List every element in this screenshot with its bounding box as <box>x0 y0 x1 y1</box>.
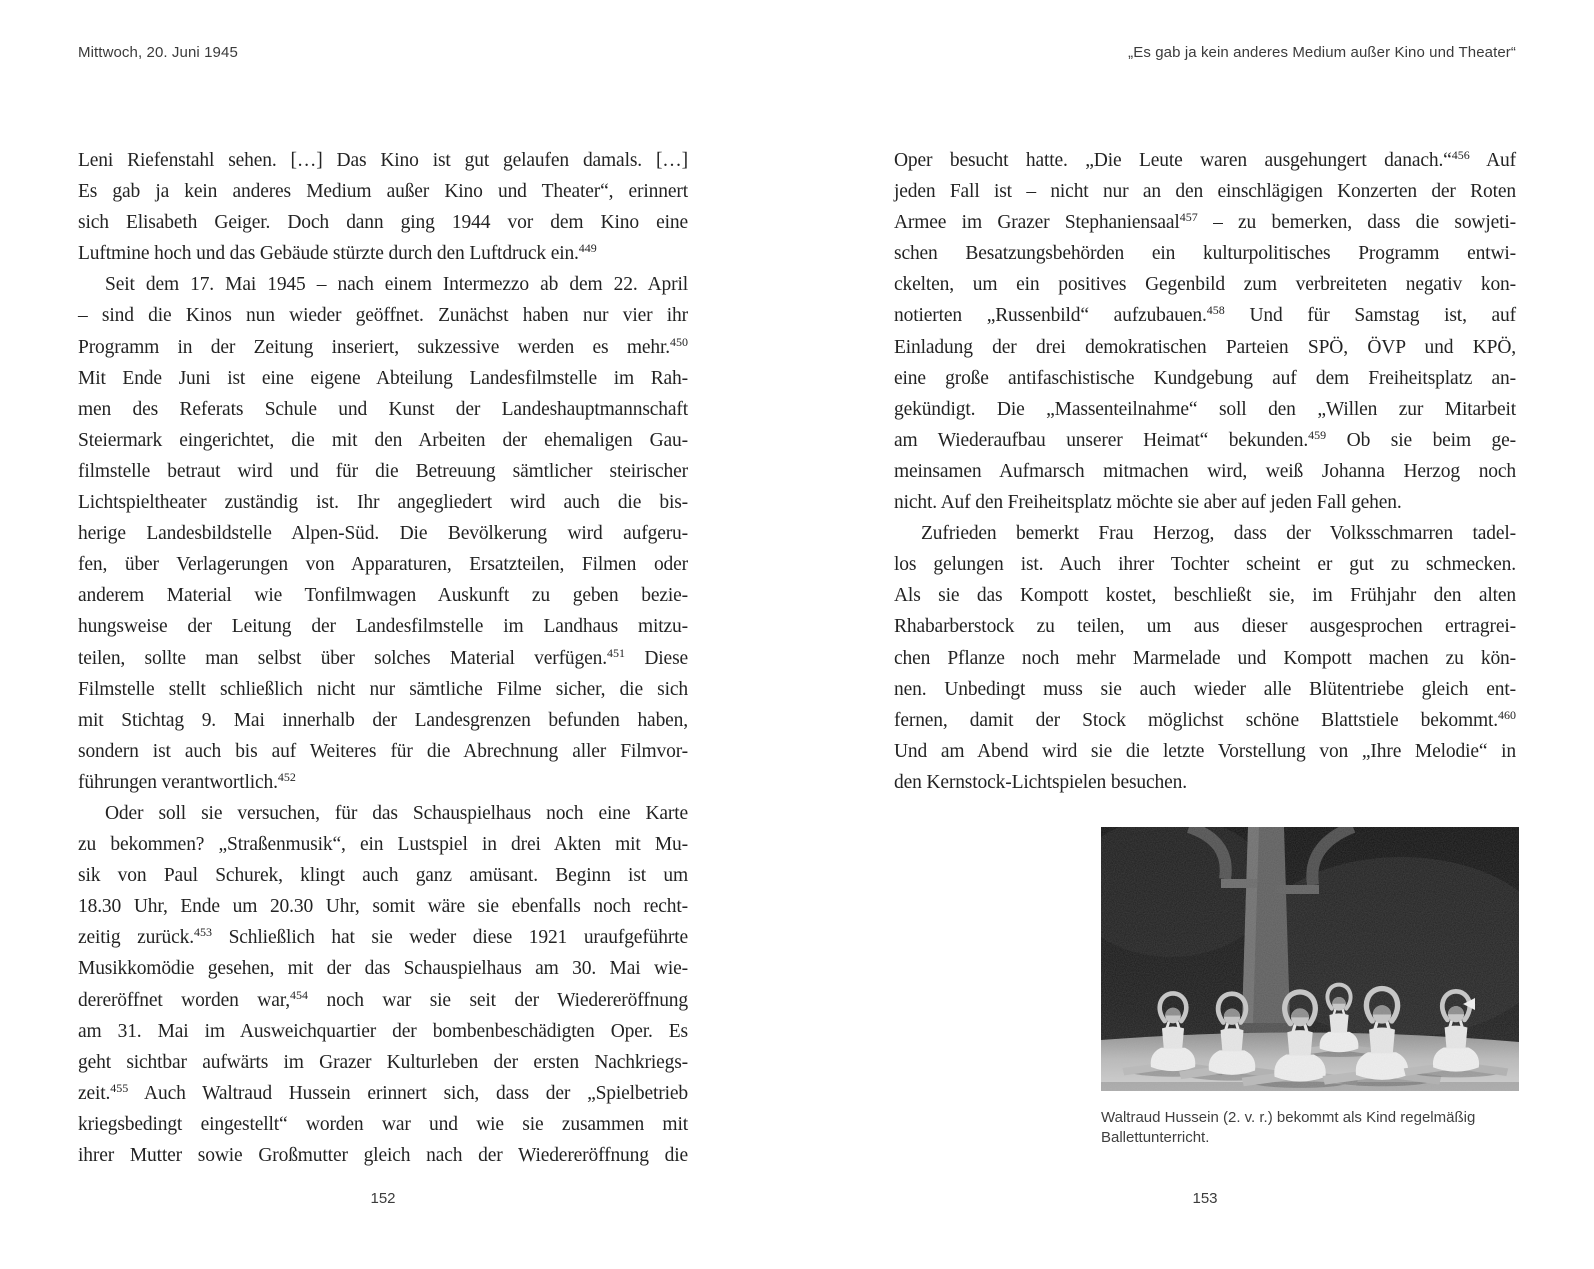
text-line: Programm in der Zeitung inseriert, sukzessive werden es mehr.$^{450}$ <box>78 334 688 358</box>
text-line: filmstelle betraut wird und für die Betreuung sämtlicher steirischer <box>78 460 688 482</box>
text-line: hungsweise der Leitung der Landesfilmstelle im Landhaus mitzu- <box>78 616 688 638</box>
page-number-right: 153 <box>1192 1190 1218 1207</box>
text-line: Oper besucht hatte. „Die Leute waren ausgehungert danach.“$^{456}$ Auf <box>894 148 1516 171</box>
film-grain-overlay <box>1101 827 1519 1091</box>
text-line: mit Stichtag 9. Mai innerhalb der Landesgrenzen befunden haben, <box>78 709 688 731</box>
text-line: Rhabarberstock zu teilen, um aus dieser ausgesprochen ertragrei- <box>894 616 1516 638</box>
footnote-marker: 455 <box>110 1080 129 1095</box>
text-line: ckelten, um ein positives Gegenbild zum verbreiteten negativ kon- <box>894 274 1516 296</box>
text-line: fen, über Verlagerungen von Apparaturen, Ersatzteilen, Filmen oder <box>78 554 688 576</box>
running-head-left: Mittwoch, 20. Juni 1945 <box>78 44 238 61</box>
text-line: 18.30 Uhr, Ende um 20.30 Uhr, somit wäre sie ebenfalls noch recht- <box>78 896 688 918</box>
text-line: dereröffnet worden war,$^{454}$ noch war sie seit der Wiedereröffnung <box>78 987 688 1011</box>
text-line: am Wiederaufbau unserer Heimat“ bekunden.$^{459}$ Ob sie beim ge- <box>894 427 1517 451</box>
text-line: jeden Fall ist – nicht nur an den einschlägigen Konzerten der Roten <box>894 181 1516 203</box>
text-line: – sind die Kinos nun wieder geöffnet. Zunächst haben nur vier ihr <box>78 305 688 327</box>
text-line: Steiermark eingerichtet, die mit den Arbeiten der ehemaligen Gau- <box>78 429 688 451</box>
text-line: chen Pflanze noch mehr Marmelade und Kompott machen zu kön- <box>894 647 1516 669</box>
footnote-marker: 458 <box>1206 303 1225 318</box>
text-line: nen. Unbedingt muss sie auch wieder alle Blütentriebe gleich ent- <box>894 678 1516 700</box>
text-line: Oder soll sie versuchen, für das Schauspielhaus noch eine Karte <box>105 802 688 824</box>
body-text-left <box>78 145 688 1171</box>
text-line: Lichtspieltheater zuständig ist. Ihr angegliedert wird auch die bis- <box>78 492 688 514</box>
text-line: Einladung der drei demokratischen Parteien SPÖ, ÖVP und KPÖ, <box>894 336 1516 358</box>
text-line: fernen, damit der Stock möglichst schöne Blattstiele bekommt.$^{460}$ <box>894 707 1516 731</box>
text-line: Musikkomödie gesehen, mit der das Schauspielhaus am 30. Mai wie- <box>78 958 688 980</box>
text-line: notierten „Russenbild“ aufzubauen.$^{458}$ Und für Samstag ist, auf <box>894 303 1516 327</box>
text-line: geht sichtbar aufwärts im Grazer Kulturleben der ersten Nachkriegs- <box>78 1051 688 1073</box>
footnote-marker: 456 <box>1451 148 1470 162</box>
footnote-marker: 460 <box>1498 707 1516 722</box>
text-line: Seit dem 17. Mai 1945 – nach einem Intermezzo ab dem 22. April <box>105 274 688 296</box>
text-line: den Kernstock-Lichtspielen besuchen. <box>894 771 1187 793</box>
ballet-photo-figure <box>1101 827 1519 1148</box>
text-line: Armee im Grazer Stephaniensaal$^{457}$ – zu bemerken, dass die sowjeti- <box>894 210 1517 234</box>
photo-caption: Waltraud Hussein (2. v. r.) bekommt als Kind regelmäßig Ballettunterricht. <box>1101 1109 1476 1146</box>
footnote-marker: 459 <box>1308 427 1327 442</box>
text-line: ihrer Mutter sowie Großmutter gleich nach der Wiedereröffnung die <box>78 1145 688 1166</box>
text-line: Und am Abend wird sie die letzte Vorstellung von „Ihre Melodie“ in <box>894 740 1516 762</box>
text-line: meinsamen Aufmarsch mitmachen wird, weiß Johanna Herzog noch <box>894 460 1516 482</box>
text-line: men des Referats Schule und Kunst der Landeshauptmannschaft <box>78 398 688 420</box>
body-text-right <box>894 145 1516 798</box>
text-line: nicht. Auf den Freiheitsplatz möchte sie aber auf jeden Fall gehen. <box>894 492 1402 514</box>
text-line: Luftmine hoch und das Gebäude stürzte durch den Luftdruck ein.$^{449}$ <box>78 241 597 265</box>
text-line: los gelungen ist. Auch ihrer Tochter scheint er gut zu schmecken. <box>894 554 1516 576</box>
ballet-photo <box>1101 827 1519 1091</box>
text-line: Leni Riefenstahl sehen. […] Das Kino ist gut gelaufen damals. […] <box>78 150 688 171</box>
footnote-marker: 449 <box>578 241 597 256</box>
text-line: gekündigt. Die „Massenteilnahme“ soll den „Willen zur Mitarbeit <box>894 398 1516 420</box>
text-line: sich Elisabeth Geiger. Doch dann ging 1944 vor dem Kino eine <box>78 212 688 234</box>
text-line: Es gab ja kein anderes Medium außer Kino und Theater“, erinnert <box>78 181 688 203</box>
text-line: Filmstelle stellt schließlich nicht nur sämtliche Filme sicher, die sich <box>78 678 688 700</box>
text-line: schen Besatzungsbehörden ein kulturpolitisches Programm entwi- <box>894 243 1516 265</box>
footnote-marker: 451 <box>606 645 625 660</box>
text-line: zeit.$^{455}$ Auch Waltraud Hussein erinnert sich, dass der „Spielbetrieb <box>78 1080 688 1104</box>
text-line: Zufrieden bemerkt Frau Herzog, dass der Volksschmarren tadel- <box>921 523 1516 545</box>
text-line: zeitig zurück.$^{453}$ Schließlich hat sie weder diese 1921 uraufgeführte <box>78 925 688 949</box>
text-line: kriegsbedingt eingestellt“ worden war und wie sie zusammen mit <box>78 1113 688 1135</box>
footnote-marker: 457 <box>1179 210 1198 225</box>
footnote-marker: 450 <box>670 334 688 349</box>
text-line: zu bekommen? „Straßenmusik“, ein Lustspiel in drei Akten mit Mu- <box>78 834 688 856</box>
text-line: Als sie das Kompott kostet, beschließt sie, im Frühjahr den alten <box>894 585 1516 607</box>
footnote-marker: 452 <box>277 769 296 784</box>
text-line: eine große antifaschistische Kundgebung auf dem Freiheitsplatz an- <box>894 367 1516 389</box>
text-line: anderem Material wie Tonfilmwagen Auskunft zu geben bezie- <box>78 585 688 607</box>
text-line: sik von Paul Schurek, klingt auch ganz amüsant. Beginn ist um <box>78 865 688 887</box>
text-line: am 31. Mai im Ausweichquartier der bombenbeschädigten Oper. Es <box>78 1020 688 1042</box>
text-line: sondern ist auch bis auf Weiteres für die Abrechnung aller Filmvor- <box>78 740 688 762</box>
footnote-marker: 454 <box>290 987 308 1002</box>
text-line: teilen, sollte man selbst über solches Material verfügen.$^{451}$ Diese <box>78 645 689 669</box>
text-line: herige Landesbildstelle Alpen-Süd. Die Bevölkerung wird aufgeru- <box>78 523 688 545</box>
text-line: Mit Ende Juni ist eine eigene Abteilung Landesfilmstelle im Rah- <box>78 367 688 389</box>
page-number-left: 152 <box>370 1190 396 1207</box>
footnote-marker: 453 <box>193 925 212 940</box>
running-head-right: „Es gab ja kein anderes Medium außer Kino und Theater“ <box>1128 44 1516 61</box>
text-line: führungen verantwortlich.$^{452}$ <box>78 769 296 793</box>
